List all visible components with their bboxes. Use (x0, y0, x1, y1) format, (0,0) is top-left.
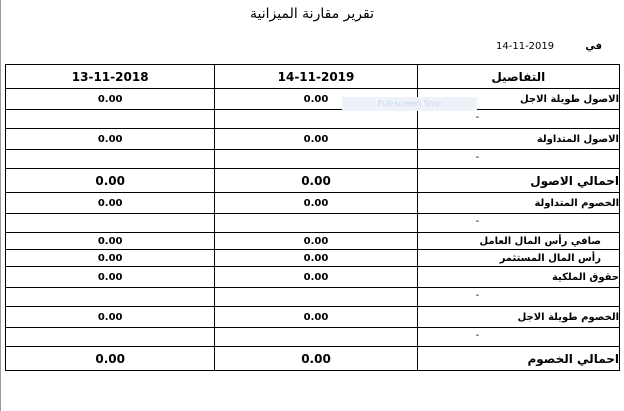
dash-cell: - (417, 288, 619, 307)
dash-cell: - (417, 110, 619, 129)
table-row (6, 214, 620, 233)
table-row (6, 129, 620, 150)
row-value: 0.00 (215, 347, 417, 371)
table-row (6, 89, 620, 110)
table-row (6, 267, 620, 288)
row-value: 0.00 (6, 233, 215, 250)
row-value: 0.00 (6, 193, 215, 214)
table-row (6, 150, 620, 169)
snip-tooltip: Full-screen Snip (342, 97, 477, 111)
table-row (6, 250, 620, 267)
row-label: رأس المال المستثمر (417, 250, 619, 267)
row-value: 0.00 (6, 89, 215, 110)
row-value: 0.00 (6, 129, 215, 150)
row-label: احمالي الاصول (417, 169, 619, 193)
row-value: 0.00 (215, 233, 417, 250)
table-row (6, 169, 620, 193)
row-value: 0.00 (215, 267, 417, 288)
table-row (6, 233, 620, 250)
report-date (496, 41, 602, 52)
report-title: تقرير مقارنة الميزانية (250, 6, 374, 22)
window-edge (0, 0, 1, 411)
row-value: 0.00 (6, 347, 215, 371)
row-label: الاصول طويلة الاجل (417, 89, 619, 110)
dash-cell: - (417, 328, 619, 347)
header-year2: 13-11-2018 (6, 65, 215, 89)
date-value: 14-11-2019 (496, 41, 555, 52)
table-row (6, 288, 620, 307)
row-value: 0.00 (6, 169, 215, 193)
row-value: 0.00 (215, 250, 417, 267)
dash-cell: - (417, 150, 619, 169)
row-value: 0.00 (6, 267, 215, 288)
row-value: 0.00 (215, 193, 417, 214)
dash-cell: - (417, 214, 619, 233)
row-label: الخصوم المتداولة (417, 193, 619, 214)
row-label: احمالي الخصوم (417, 347, 619, 371)
row-value: 0.00 (215, 129, 417, 150)
row-value: 0.00 (215, 307, 417, 328)
budget-comparison-table (5, 64, 620, 371)
header-year1: 14-11-2019 (215, 65, 417, 89)
row-value: 0.00 (6, 307, 215, 328)
row-value: 0.00 (6, 250, 215, 267)
date-label: في (585, 41, 602, 52)
row-label: حقوق الملكية (417, 267, 619, 288)
table-row (6, 307, 620, 328)
row-label: الخصوم طويلة الاجل (417, 307, 619, 328)
header-details: التفاصيل (417, 65, 619, 89)
table-row (6, 193, 620, 214)
row-value: 0.00 (215, 169, 417, 193)
table-row (6, 347, 620, 371)
row-label: صافي رأس المال العامل (417, 233, 619, 250)
row-value: 0.00 (215, 89, 417, 110)
table-row (6, 328, 620, 347)
row-label: الاصول المتداولة (417, 129, 619, 150)
table-row (6, 110, 620, 129)
